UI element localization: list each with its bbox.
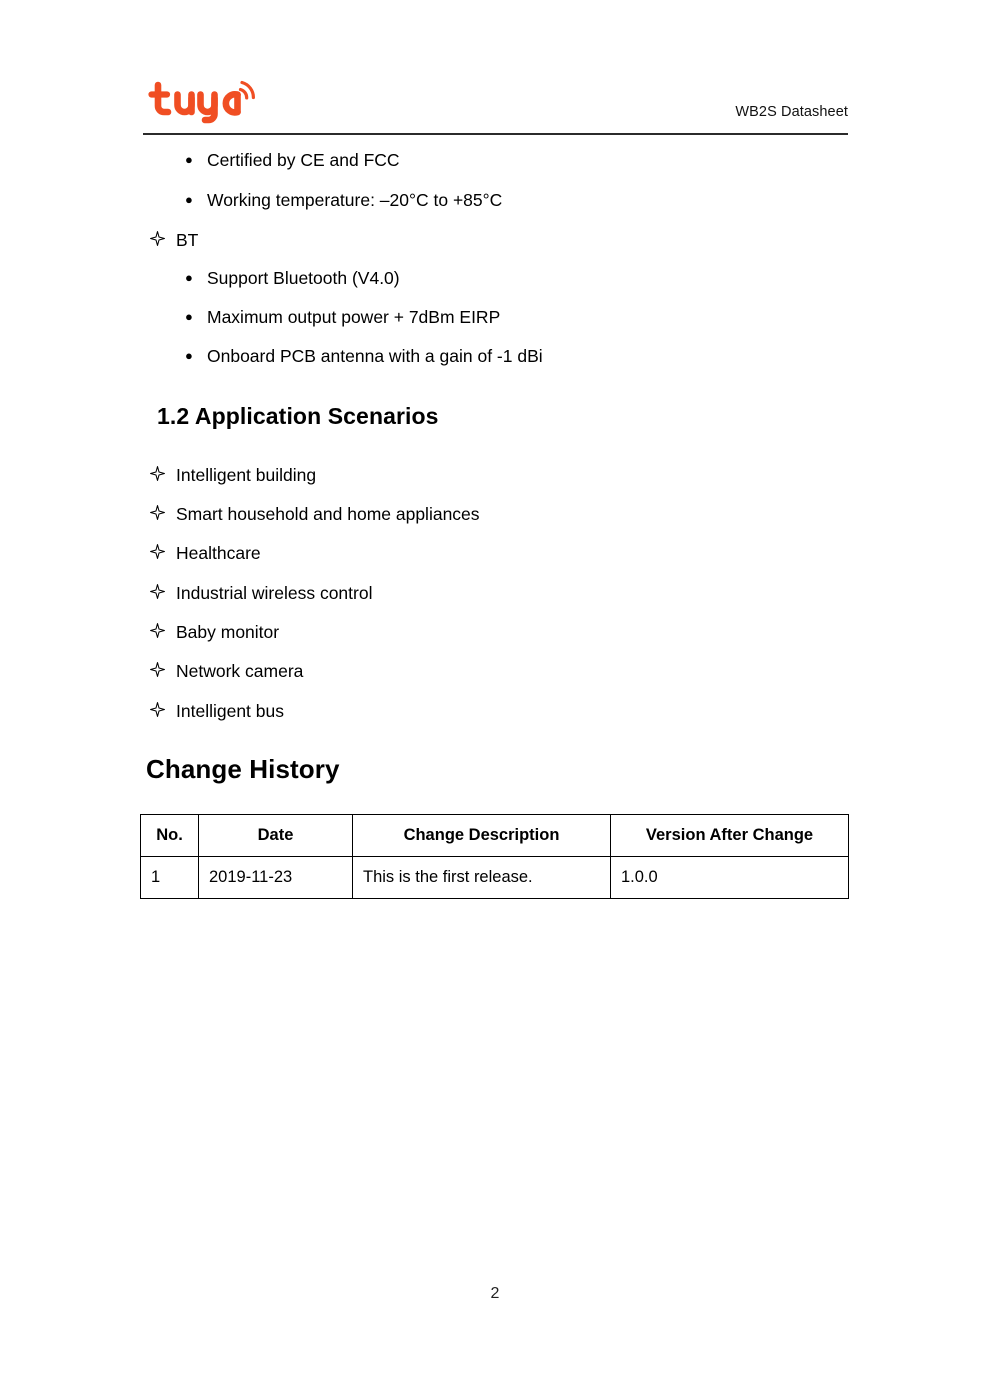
column-header-version-after-change: Version After Change bbox=[611, 815, 849, 857]
diamond-bullet-icon bbox=[150, 466, 176, 481]
list-item bbox=[150, 623, 279, 642]
dot-bullet-icon: ● bbox=[185, 270, 193, 285]
diamond-bullet-icon bbox=[150, 505, 176, 520]
list-item-label: Intelligent building bbox=[176, 465, 317, 485]
list-item bbox=[150, 584, 372, 603]
header-divider bbox=[143, 133, 848, 135]
column-header-change-description: Change Description bbox=[353, 815, 611, 857]
list-item-label: Healthcare bbox=[176, 543, 261, 563]
page-number: 2 bbox=[490, 1285, 500, 1302]
cell-version-after-change: 1.0.0 bbox=[611, 857, 849, 899]
list-item bbox=[150, 662, 303, 681]
list-item bbox=[185, 192, 502, 210]
list-item-label: Certified by CE and FCC bbox=[207, 150, 400, 170]
list-item bbox=[150, 702, 284, 721]
dot-bullet-icon: ● bbox=[185, 309, 193, 324]
list-item bbox=[150, 544, 261, 563]
list-item-label: Industrial wireless control bbox=[176, 583, 373, 603]
list-item-label: Baby monitor bbox=[176, 622, 280, 642]
list-item-label: Smart household and home appliances bbox=[176, 504, 480, 524]
column-header-date: Date bbox=[199, 815, 353, 857]
cell-no: 1 bbox=[141, 857, 199, 899]
diamond-bullet-icon bbox=[150, 623, 176, 638]
header-document-title: WB2S Datasheet bbox=[735, 104, 848, 120]
list-item-label: Maximum output power + 7dBm EIRP bbox=[207, 307, 501, 327]
list-item bbox=[150, 231, 198, 250]
change-history-table bbox=[140, 814, 849, 899]
list-item bbox=[150, 505, 480, 524]
diamond-bullet-icon bbox=[150, 584, 176, 599]
cell-date: 2019-11-23 bbox=[199, 857, 353, 899]
list-item bbox=[185, 348, 543, 366]
diamond-bullet-icon bbox=[150, 662, 176, 677]
diamond-bullet-icon bbox=[150, 544, 176, 559]
dot-bullet-icon: ● bbox=[185, 152, 193, 167]
list-item bbox=[185, 309, 500, 327]
tuya-logo-icon bbox=[148, 74, 263, 124]
list-item-label: Support Bluetooth (V4.0) bbox=[207, 268, 400, 288]
list-item-label: Intelligent bus bbox=[176, 701, 284, 721]
page-header bbox=[143, 72, 848, 134]
diamond-bullet-icon bbox=[150, 231, 176, 246]
list-item bbox=[185, 152, 400, 170]
list-item bbox=[150, 466, 316, 485]
list-item-label: Onboard PCB antenna with a gain of -1 dBi bbox=[207, 346, 543, 366]
list-item bbox=[185, 270, 400, 288]
list-item-label: BT bbox=[176, 230, 199, 250]
table-header-row bbox=[141, 815, 849, 857]
list-item-label: Working temperature: –20°C to +85°C bbox=[207, 190, 503, 210]
cell-change-description: This is the first release. bbox=[353, 857, 611, 899]
diamond-bullet-icon bbox=[150, 702, 176, 717]
dot-bullet-icon: ● bbox=[185, 192, 193, 207]
column-header-no: No. bbox=[141, 815, 199, 857]
table-row bbox=[141, 857, 849, 899]
section-heading-application-scenarios: 1.2 Application Scenarios bbox=[157, 403, 439, 429]
list-item-label: Network camera bbox=[176, 661, 304, 681]
section-heading-change-history: Change History bbox=[146, 754, 340, 784]
dot-bullet-icon: ● bbox=[185, 348, 193, 363]
